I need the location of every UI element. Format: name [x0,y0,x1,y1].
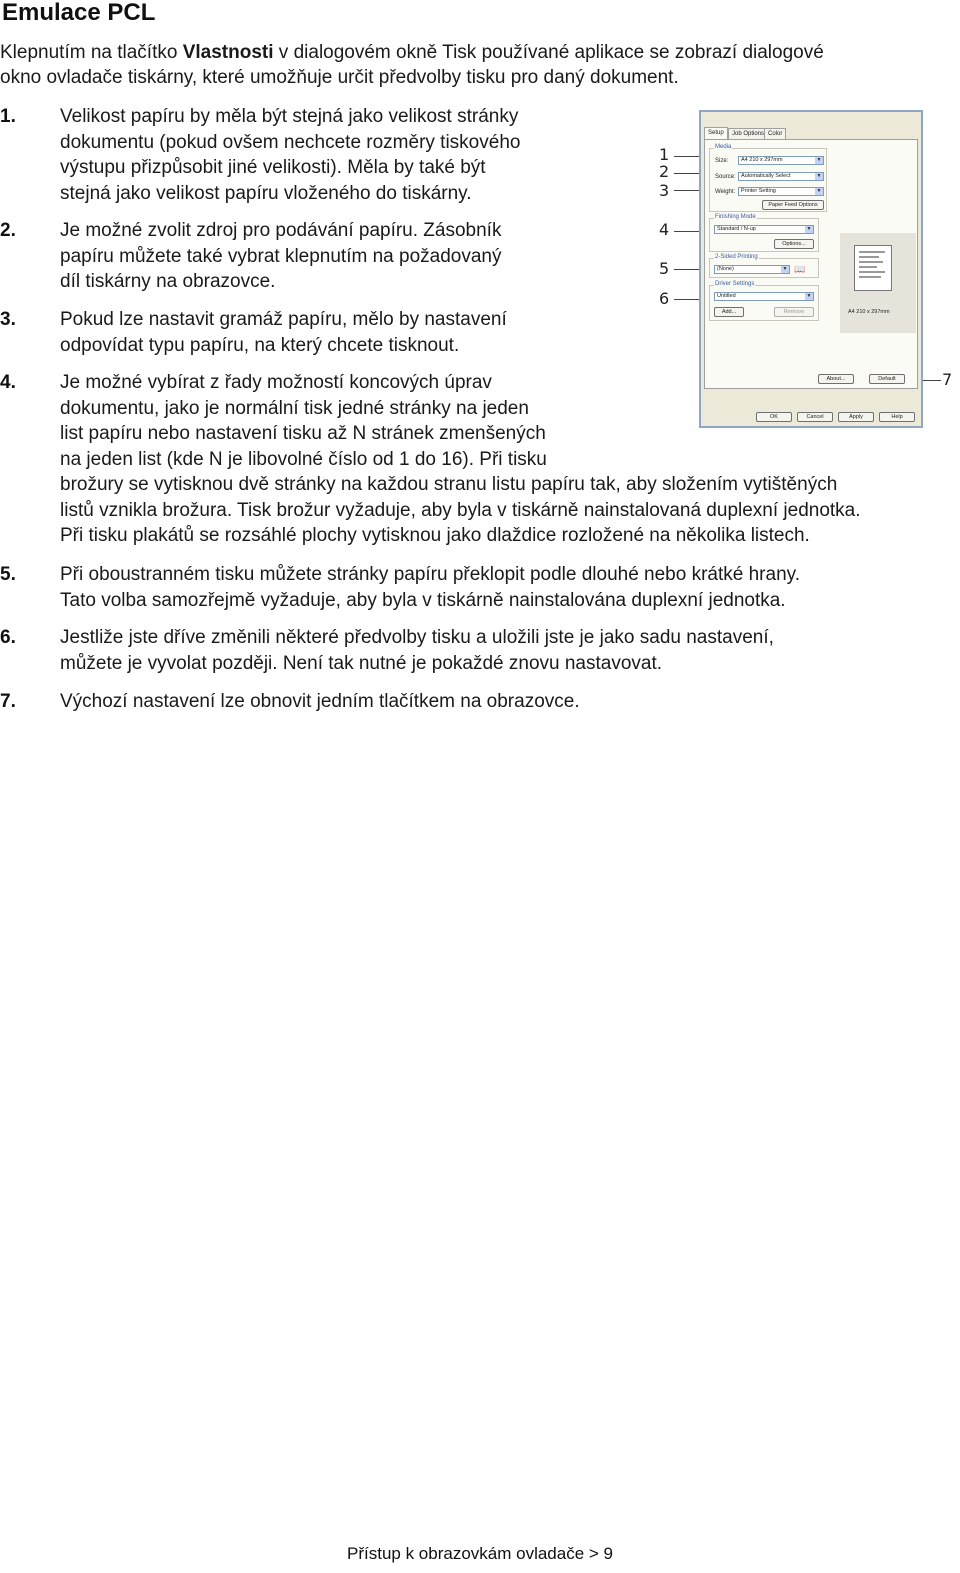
page-footer: Přístup k obrazovkám ovladače > 9 [347,1544,613,1563]
item-line: Je možné vybírat z řady možností koncových úprav [60,372,492,393]
item-line: výstupu přizpůsobit jiné velikosti). Měla by také být [60,157,486,178]
ok-button[interactable]: OK [756,412,792,422]
two-sided-printing-group [709,254,819,278]
item-line: listů vznikla brožura. Tisk brožur vyžaduje, aby byla v tiskárně nainstalovaná duplexní jednotka. [60,499,861,521]
item-line: dokumentu, jako je normální tisk jedné stránky na jeden [60,397,529,419]
source-dropdown[interactable] [738,172,824,181]
callout-1: 1 [659,145,670,164]
driver-value: Untitled [717,293,736,299]
item-line: Pokud lze nastavit gramáž papíru, mělo by nastavení [60,309,507,330]
chevron-down-icon: ▼ [816,173,822,179]
tab-setup[interactable]: Setup [704,127,728,140]
item-line: Jestliže jste dříve změnili některé předvolby tisku a uložili jste je jako sadu nastavení, [60,627,774,648]
item-line: dokumentu (pokud ovšem nechcete rozměry tiskového [60,131,521,153]
finishing-mode-dropdown[interactable] [714,225,814,234]
chevron-down-icon: ▼ [816,157,822,163]
driver-group-label: Driver Settings [715,281,755,287]
item-line: můžete je vyvolat později. Není tak nutné je pokaždé znovu nastavovat. [60,652,663,674]
size-dropdown[interactable] [738,156,824,165]
preview-page-icon [854,245,892,291]
source-label: Source: [715,174,736,180]
preview-paper-size: A4 210 x 297mm [848,309,890,315]
sided-group-label: 2-Sided Printing [715,254,758,260]
paper-feed-options-button[interactable]: Paper Feed Options [762,200,824,210]
finishing-mode-group [709,214,819,252]
intro-text-line2: okno ovladače tiskárny, které umožňuje určit předvolby tisku pro daný dokument. [0,67,679,88]
about-button[interactable]: About... [818,374,854,384]
callout-5: 5 [659,259,670,278]
intro-bold-term: Vlastnosti [182,42,274,63]
item-line: Při tisku plakátů se rozsáhlé plochy vytisknou jako dlaždice rozložené na několika listech. [60,525,810,546]
item-number: 2. [0,220,16,241]
intro-paragraph [0,40,950,90]
item-number: 7. [0,691,16,712]
chevron-down-icon: ▼ [806,293,812,299]
intro-text-before: Klepnutím na tlačítko [0,42,183,63]
callout-6: 6 [659,289,670,308]
setup-panel [704,139,918,389]
booklet-icon: 📖 [794,264,806,274]
size-label: Size: [715,158,729,164]
callout-2: 2 [659,162,670,181]
callout-4: 4 [659,220,670,239]
item-line: stejná jako velikost papíru vloženého do tiskárny. [60,182,472,204]
driver-settings-group [709,281,819,321]
item-line: na jeden list (kde N je libovolné číslo od 1 do 16). Při tisku [60,448,547,470]
remove-button[interactable]: Remove [774,307,814,317]
callout-7: 7 [942,370,953,389]
item-line: Při oboustranném tisku můžete stránky papíru překlopit podle dlouhé nebo krátké hrany. [60,564,801,585]
apply-button[interactable]: Apply [838,412,874,422]
source-value: Automatically Select [741,173,791,179]
size-value: A4 210 x 297mm [741,157,783,163]
intro-text-after: v dialogovém okně Tisk používané aplikace se zobrazí dialogové [273,42,824,63]
item-line: Je možné zvolit zdroj pro podávání papíru. Zásobník [60,220,502,241]
media-group [709,144,827,212]
page-title: Emulace PCL [2,0,156,26]
item-number: 4. [0,372,16,393]
chevron-down-icon: ▼ [816,188,822,194]
tab-color[interactable]: Color [764,128,786,139]
item-line: odpovídat typu papíru, na který chcete tisknout. [60,334,460,356]
weight-label: Weight: [715,189,736,195]
two-sided-dropdown[interactable] [714,265,790,274]
item-line: Velikost papíru by měla být stejná jako velikost stránky [60,106,519,127]
item-number: 6. [0,627,16,648]
item-number: 3. [0,309,16,330]
media-group-label: Media [715,144,732,150]
add-button[interactable]: Add... [714,307,744,317]
item-line: papíru můžete také vybrat klepnutím na požadovaný [60,245,502,267]
item-number: 1. [0,106,16,127]
item-line: díl tiskárny na obrazovce. [60,271,276,292]
item-number: 5. [0,564,16,585]
chevron-down-icon: ▼ [806,226,812,232]
weight-dropdown[interactable] [738,187,824,196]
item-line: list papíru nebo nastavení tisku až N stránek zmenšených [60,423,546,444]
callout-3: 3 [659,181,670,200]
printer-properties-dialog [699,110,923,428]
help-button[interactable]: Help [879,412,915,422]
driver-settings-dropdown[interactable] [714,292,814,301]
options-button[interactable]: Options... [774,239,814,249]
cancel-button[interactable]: Cancel [797,412,833,422]
chevron-down-icon: ▼ [782,266,788,272]
tab-job-options[interactable]: Job Options [728,128,768,139]
finishing-group-label: Finishing Mode [715,214,756,220]
default-button[interactable]: Default [869,374,905,384]
item-line: brožury se vytisknou dvě stránky na každou stranu listu papíru tak, aby složením vytištěných [60,474,838,495]
finishing-value: Standard / N-up [717,226,756,232]
weight-value: Printer Setting [741,188,776,194]
item-line: Výchozí nastavení lze obnovit jedním tlačítkem na obrazovce. [60,691,580,712]
item-line: Tato volba samozřejmě vyžaduje, aby byla v tiskárně nainstalována duplexní jednotka. [60,589,786,611]
page-preview [840,233,916,333]
sided-value: (None) [717,266,734,272]
